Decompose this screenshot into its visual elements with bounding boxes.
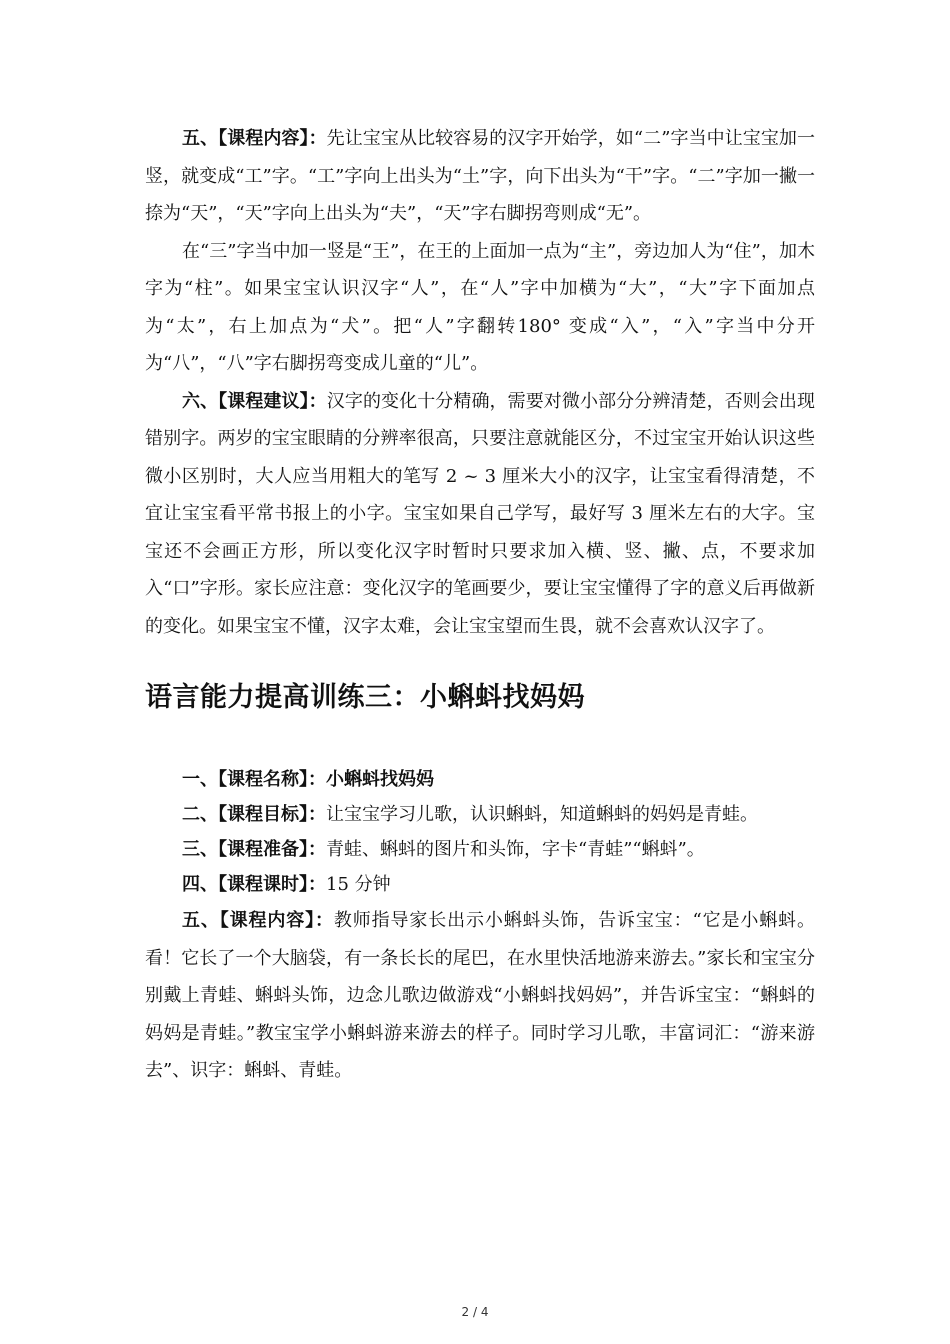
section-title: 语言能力提高训练三：小蝌蚪找妈妈 bbox=[145, 682, 585, 713]
item-text: 青蛙、蝌蚪的图片和头饰，字卡“青蛙”“蝌蚪”。 bbox=[326, 839, 705, 860]
paragraph-lead: 六、【课程建议】： bbox=[182, 390, 327, 412]
page-content bbox=[145, 120, 815, 1090]
item-course-content bbox=[145, 902, 815, 1090]
item-text: 15 分钟 bbox=[326, 874, 391, 895]
item-text: 小蝌蚪找妈妈 bbox=[326, 769, 434, 790]
item-lead: 二、【课程目标】： bbox=[182, 804, 326, 825]
paragraph-text: 汉字的变化十分精确，需要对微小部分分辨清楚，否则会出现错别字。两岁的宝宝眼睛的分辨率很高，只要注意就能区分，不过宝宝开始认识这些微小区别时，大人应当用粗大的笔写 2 ~ 3 厘米大小的汉字，让宝宝看得清楚，不宜让宝宝看平常书报上的小字。宝宝如果自己学写，最好写 3 厘米左右的大字。宝宝还不会画正方形，所以变化汉字时暂时只要求加入横、竖、撇、点，不要求加入“口”字形。家长应注意：变化汉字的笔画要少，要让宝宝懂得了字的意义后再做新的变化。如果宝宝不懂，汉字太难，会让宝宝望而生畏，就不会喜欢认汉字了。 bbox=[145, 390, 816, 637]
item-text: 让宝宝学习儿歌，认识蝌蚪，知道蝌蚪的妈妈是青蛙。 bbox=[326, 804, 758, 825]
item-course-name bbox=[145, 762, 815, 797]
item-course-duration bbox=[145, 867, 815, 902]
item-lead: 三、【课程准备】： bbox=[182, 839, 326, 860]
paragraph-course-content bbox=[145, 120, 815, 233]
paragraph-text: 在“三”字当中加一竖是“王”，在王的上面加一点为“主”，旁边加人为“住”，加木字为“柱”。如果宝宝认识汉字“人”，在“人”字中加横为“大”，“大”字下面加点为“太”，右上加点为“犬”。把“人”字翻转180° 变成“入”，“入”字当中分开为“八”，“八”字右脚拐弯变成儿童的“儿”。 bbox=[145, 240, 815, 374]
paragraph-course-content-continued bbox=[145, 233, 815, 383]
item-lead: 一、【课程名称】： bbox=[182, 769, 326, 790]
paragraph-course-suggestion bbox=[145, 383, 815, 646]
paragraph-lead: 五、【课程内容】： bbox=[182, 128, 327, 149]
item-lead: 五、【课程内容】： bbox=[182, 910, 334, 931]
item-course-preparation bbox=[145, 832, 815, 867]
paragraph-text: 先让宝宝从比较容易的汉字开始学，如“二”字当中让宝宝加一竖，就变成“工”字。“工”字向上出头为“土”字，向下出头为“干”字。“二”字加一撇一捺为“天”，“天”字向上出头为“夫”，“天”字右脚拐弯则成“无”。 bbox=[145, 128, 816, 224]
item-course-goal bbox=[145, 797, 815, 832]
page-number: 2 / 4 bbox=[461, 1305, 489, 1319]
item-lead: 四、【课程课时】： bbox=[182, 874, 326, 895]
item-text: 教师指导家长出示小蝌蚪头饰，告诉宝宝：“它是小蝌蚪。看！它长了一个大脑袋，有一条长长的尾巴，在水里快活地游来游去。”家长和宝宝分别戴上青蛙、蝌蚪头饰，边念儿歌边做游戏“小蝌蚪找妈妈”，并告诉宝宝：“蝌蚪的妈妈是青蛙。”教宝宝学小蝌蚪游来游去的样子。同时学习儿歌，丰富词汇：“游来游去”、识字：蝌蚪、青蛙。 bbox=[145, 910, 815, 1081]
